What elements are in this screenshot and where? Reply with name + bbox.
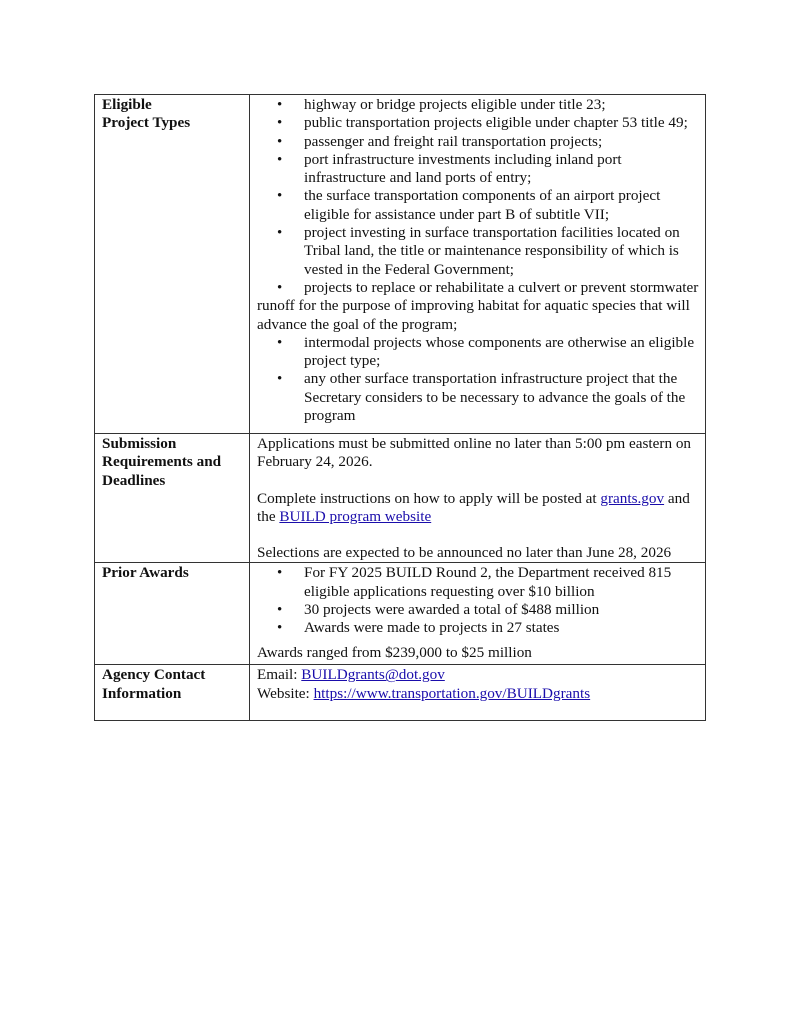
row-label-line: Prior Awards	[102, 564, 189, 582]
list-item: • highway or bridge projects eligible under title 23;	[257, 96, 699, 114]
eligible-types-list	[257, 96, 699, 425]
instructions-mid: and the	[257, 489, 690, 525]
website-line	[257, 685, 699, 703]
list-item: • intermodal projects whose components are otherwise an eligible project type;	[257, 334, 699, 371]
email-prefix: Email:	[257, 666, 302, 684]
list-item: • the surface transportation components of an airport project eligible for assistance under part B of subtitle VII;	[257, 187, 699, 224]
prior-awards-cell	[250, 563, 706, 665]
list-item: • any other surface transportation infrastructure project that the Secretary considers to be necessary to advance the goals of the program	[257, 370, 699, 425]
list-item: • public transportation projects eligible under chapter 53 title 49;	[257, 114, 699, 132]
list-item-continuation: runoff for the purpose of improving habitat for aquatic species that will advance the goal of the program;	[257, 297, 690, 333]
list-item: • Awards were made to projects in 27 states	[257, 619, 699, 637]
prior-awards-list	[257, 564, 699, 637]
eligible-project-types-cell	[250, 95, 706, 434]
row-label-eligible	[95, 95, 250, 434]
row-label-line: Information	[102, 684, 182, 702]
grants-gov-link[interactable]: grants.gov	[600, 489, 665, 507]
list-item-text: projects to replace or rehabilitate a culvert or prevent stormwater	[304, 278, 699, 296]
row-label-line: Requirements and	[102, 453, 222, 471]
row-label-line: Deadlines	[102, 471, 166, 489]
email-line	[257, 666, 699, 684]
row-label-line: Eligible	[102, 96, 152, 113]
table-row-contact	[95, 665, 706, 721]
row-label-line: Submission	[102, 435, 177, 452]
row-label-contact	[95, 665, 250, 721]
program-info-table	[94, 94, 706, 721]
submission-details-cell	[250, 434, 706, 563]
instructions-text	[257, 490, 699, 527]
row-label-prior-awards	[95, 563, 250, 665]
list-item: • passenger and freight rail transportation projects;	[257, 133, 699, 151]
table-row-submission	[95, 434, 706, 563]
awards-range-text: Awards ranged from $239,000 to $25 million	[257, 643, 532, 661]
instructions-prefix: Complete instructions on how to apply will be posted at	[257, 489, 601, 507]
list-item: • port infrastructure investments including inland port infrastructure and land ports of entry;	[257, 151, 699, 188]
selections-text: Selections are expected to be announced no later than June 28, 2026	[257, 544, 672, 562]
list-item: • project investing in surface transportation facilities located on Tribal land, the title or maintenance responsibility of which is vested in the Federal Government;	[257, 224, 699, 279]
website-link[interactable]: https://www.transportation.gov/BUILDgrants	[313, 684, 591, 702]
list-item: • For FY 2025 BUILD Round 2, the Department received 815 eligible applications requesting over $10 billion	[257, 564, 699, 601]
row-label-line: Project Types	[102, 114, 191, 132]
contact-cell	[250, 665, 706, 721]
list-item	[257, 279, 699, 334]
build-program-website-link[interactable]: BUILD program website	[279, 507, 432, 525]
table-row-prior-awards	[95, 563, 706, 665]
row-label-submission	[95, 434, 250, 563]
row-label-line: Agency Contact	[102, 666, 206, 684]
deadline-text: Applications must be submitted online no later than 5:00 pm eastern on February 24, 2026.	[257, 435, 692, 471]
table-row-eligible	[95, 95, 706, 434]
list-item: • 30 projects were awarded a total of $488 million	[257, 601, 699, 619]
website-prefix: Website:	[257, 684, 314, 702]
email-link[interactable]: BUILDgrants@dot.gov	[301, 666, 445, 684]
